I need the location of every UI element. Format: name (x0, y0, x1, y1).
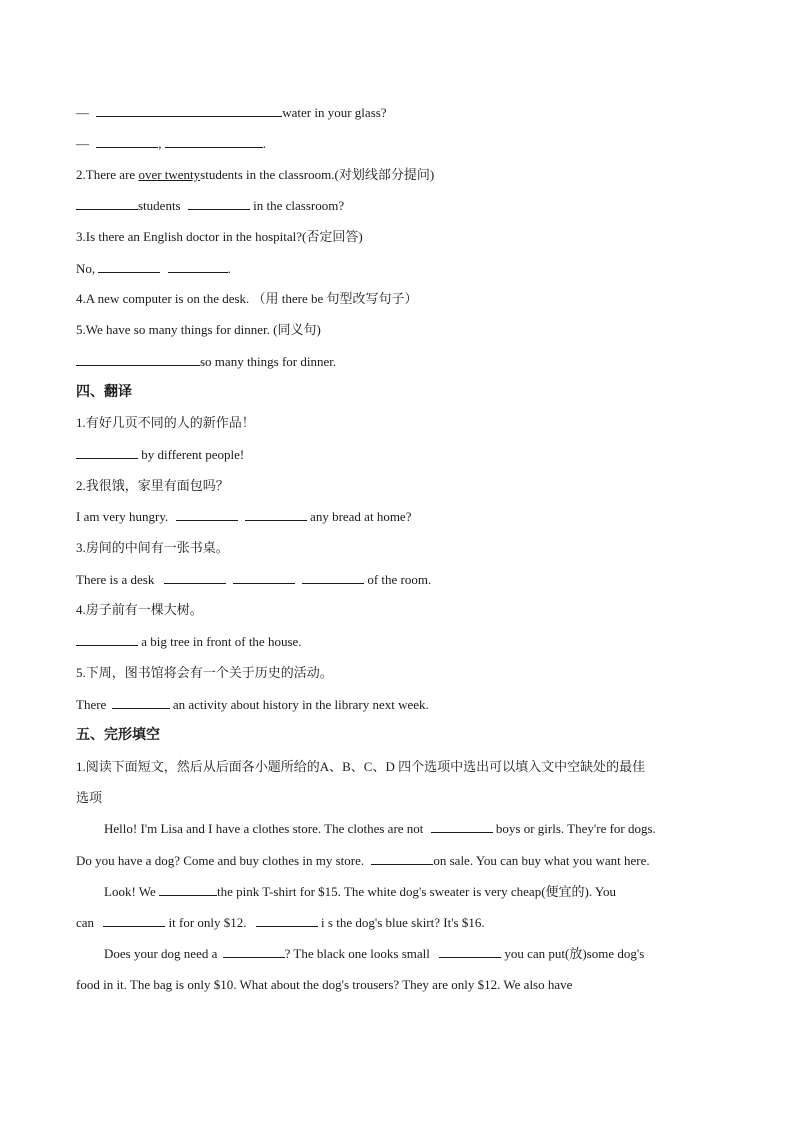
line-text: by different people! (141, 447, 245, 462)
translation-3-answer (76, 571, 431, 589)
translation-3: 3.房间的中间有一张书桌。 (76, 540, 229, 555)
answer-blank[interactable] (96, 135, 158, 148)
line-text: No, (76, 261, 96, 276)
line-text: so many things for dinner. (200, 354, 337, 369)
answer-blank[interactable] (76, 353, 200, 366)
cloze-instruction-cont: 选项 (76, 790, 103, 805)
answer-blank[interactable] (76, 197, 138, 210)
line-text: There is a desk (76, 572, 155, 587)
answer-blank[interactable] (164, 571, 226, 584)
translation-1: 1.有好几页不同的人的新作品！ (76, 415, 255, 430)
cloze-instruction: 1.阅读下面短文，然后从后面各小题所给的A、B、C、D 四个选项中选出可以填入文中空缺处的最佳 (76, 759, 646, 774)
line-text: water in your glass? (282, 105, 387, 120)
passage-text: i s the dog's blue skirt? It's $16. (321, 915, 485, 930)
passage-line (104, 945, 644, 963)
answer-blank[interactable] (112, 696, 170, 709)
translation-2: 2.我很饿，家里有面包吗？ (76, 478, 229, 493)
answer-blank[interactable] (223, 945, 285, 958)
line-text: a big tree in front of the house. (141, 634, 302, 649)
passage-line (104, 820, 656, 838)
comma: , (158, 136, 162, 151)
translation-5-answer (76, 696, 429, 714)
translation-4: 4.房子前有一棵大树。 (76, 602, 203, 617)
question-text: students in the classroom.(对划线部分提问) (200, 167, 435, 182)
line-text: of the room. (367, 572, 432, 587)
answer-blank[interactable] (188, 197, 250, 210)
line-text: I am very hungry. (76, 509, 169, 524)
translation-2-answer (76, 508, 411, 526)
answer-blank[interactable] (76, 446, 138, 459)
answer-blank[interactable] (233, 571, 295, 584)
line-text: in the classroom? (253, 198, 345, 213)
passage-line (104, 883, 616, 901)
passage-text: you can put(放)some dog's (504, 946, 645, 961)
question-4: 4.A new computer is on the desk. （用 there be 句型改写句子） (76, 291, 418, 306)
answer-blank[interactable] (371, 852, 433, 865)
line-text: students (138, 198, 181, 213)
passage-line: food in it. The bag is only $10. What about the dog's trousers? They are only $12. We also have (76, 977, 573, 992)
answer-line-q3 (76, 260, 231, 278)
answer-blank[interactable] (245, 508, 307, 521)
underlined-phrase: over twenty (138, 167, 201, 182)
answer-blank[interactable] (103, 914, 165, 927)
passage-text: Does your dog need a (104, 946, 218, 961)
answer-blank[interactable] (168, 260, 228, 273)
line-text: There (76, 697, 107, 712)
question-2 (76, 166, 434, 184)
dash: — (76, 136, 89, 151)
answer-line-water (76, 104, 387, 122)
passage-text: can (76, 915, 95, 930)
answer-blank[interactable] (302, 571, 364, 584)
passage-line (76, 914, 485, 932)
answer-blank[interactable] (431, 820, 493, 833)
passage-text: Look! We (104, 884, 156, 899)
line-text: any bread at home? (310, 509, 412, 524)
section-heading-cloze: 五、完形填空 (76, 727, 160, 743)
answer-line-reply (76, 135, 266, 153)
dash: — (76, 105, 89, 120)
answer-line-q2 (76, 197, 344, 215)
passage-line (76, 852, 650, 870)
question-5: 5.We have so many things for dinner. (同义句) (76, 322, 321, 337)
passage-text: ? The black one looks small (284, 946, 430, 961)
line-text: an activity about history in the library next week. (172, 697, 429, 712)
translation-4-answer (76, 633, 302, 651)
answer-blank[interactable] (165, 135, 263, 148)
passage-text: Hello! I'm Lisa and I have a clothes store. The clothes are not (104, 821, 424, 836)
answer-blank[interactable] (159, 883, 217, 896)
section-heading-translation: 四、翻译 (76, 384, 132, 400)
passage-text: Do you have a dog? Come and buy clothes in my store. (76, 853, 365, 868)
answer-line-q5 (76, 353, 336, 371)
translation-5: 5.下周，图书馆将会有一个关于历史的活动。 (76, 665, 333, 680)
passage-text: boys or girls. They're for dogs. (495, 821, 656, 836)
answer-blank[interactable] (98, 260, 160, 273)
period: . (227, 261, 231, 276)
passage-text: the pink T-shirt for $15. The white dog's sweater is very cheap(便宜的). You (217, 884, 616, 899)
question-3: 3.Is there an English doctor in the hospital?(否定回答) (76, 229, 363, 244)
answer-blank[interactable] (256, 914, 318, 927)
question-text: 2.There are (76, 167, 136, 182)
answer-blank[interactable] (76, 633, 138, 646)
period: . (262, 136, 266, 151)
answer-blank[interactable] (176, 508, 238, 521)
answer-blank[interactable] (96, 104, 282, 117)
passage-text: it for only $12. (168, 915, 247, 930)
passage-text: on sale. You can buy what you want here. (433, 853, 650, 868)
translation-1-answer (76, 446, 244, 464)
answer-blank[interactable] (439, 945, 501, 958)
